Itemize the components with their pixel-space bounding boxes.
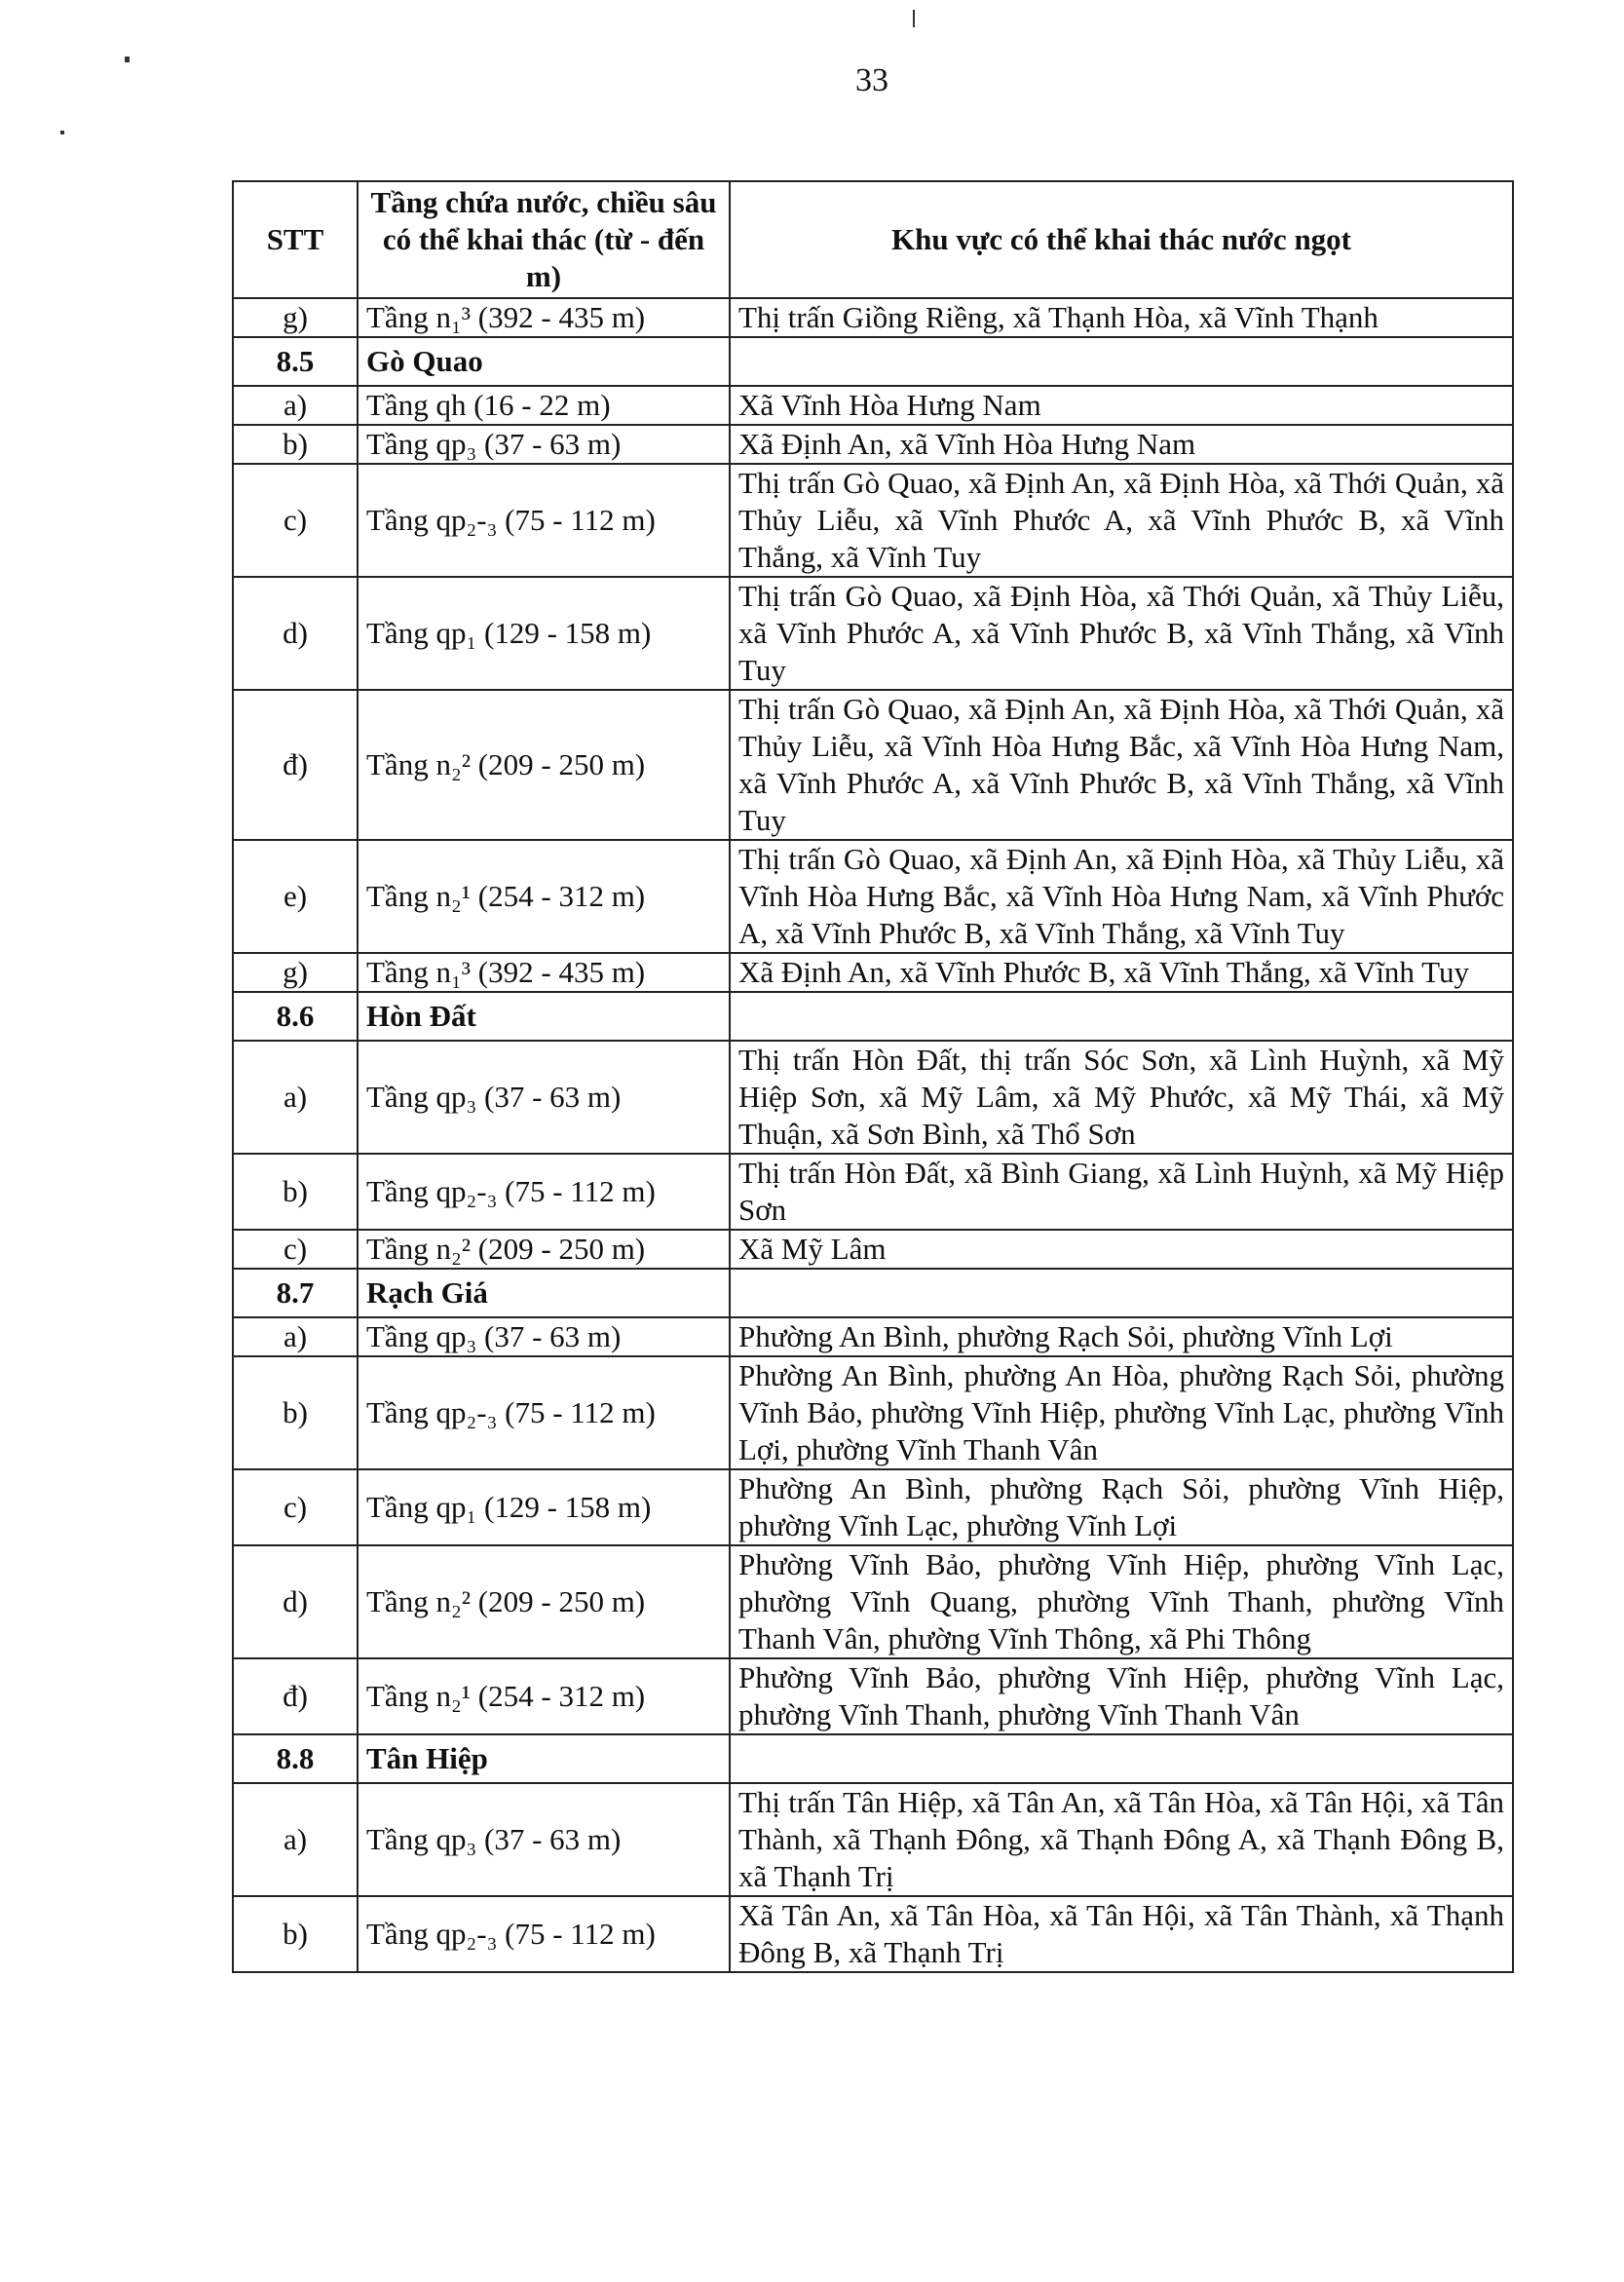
row-layer: Tầng qp₁ (129 - 158 m): [358, 1469, 730, 1545]
row-stt: c): [233, 1469, 358, 1545]
table-row: [233, 1356, 1513, 1469]
row-layer: Tầng n₂² (209 - 250 m): [358, 1230, 730, 1269]
row-area: Thị trấn Giồng Riềng, xã Thạnh Hòa, xã Vĩnh Thạnh: [730, 298, 1513, 337]
row-stt: 8.5: [233, 337, 358, 386]
header-layer: Tầng chứa nước, chiều sâu có thể khai thác (từ - đến m): [358, 181, 730, 298]
row-area: [730, 1734, 1513, 1783]
row-stt: đ): [233, 1658, 358, 1734]
district-row: [233, 1269, 1513, 1317]
row-layer: Tầng n₂² (209 - 250 m): [358, 1545, 730, 1658]
row-stt: b): [233, 1154, 358, 1230]
row-area: Phường An Bình, phường Rạch Sỏi, phường Vĩnh Hiệp, phường Vĩnh Lạc, phường Vĩnh Lợi: [730, 1469, 1513, 1545]
table-row: [233, 953, 1513, 992]
table-row: [233, 840, 1513, 953]
row-stt: a): [233, 1041, 358, 1154]
scan-speck: [60, 131, 64, 134]
row-stt: b): [233, 1896, 358, 1972]
row-stt: c): [233, 464, 358, 577]
row-layer: Tầng qp₂-₃ (75 - 112 m): [358, 1154, 730, 1230]
row-area: Thị trấn Gò Quao, xã Định An, xã Định Hòa, xã Thới Quản, xã Thủy Liễu, xã Vĩnh Phước A, xã Vĩnh Phước B, xã Vĩnh Thắng, xã Vĩnh Tuy: [730, 464, 1513, 577]
row-area: Xã Vĩnh Hòa Hưng Nam: [730, 386, 1513, 425]
row-area: Xã Mỹ Lâm: [730, 1230, 1513, 1269]
row-stt: a): [233, 1783, 358, 1896]
page-number: 33: [855, 62, 888, 98]
row-area: Thị trấn Hòn Đất, thị trấn Sóc Sơn, xã Lình Huỳnh, xã Mỹ Hiệp Sơn, xã Mỹ Lâm, xã Mỹ Phước, xã Mỹ Thái, xã Mỹ Thuận, xã Sơn Bình, xã Thổ Sơn: [730, 1041, 1513, 1154]
row-area: Thị trấn Gò Quao, xã Định An, xã Định Hòa, xã Thủy Liễu, xã Vĩnh Hòa Hưng Bắc, xã Vĩnh Hòa Hưng Nam, xã Vĩnh Phước A, xã Vĩnh Phước B, xã Vĩnh Thắng, xã Vĩnh Tuy: [730, 840, 1513, 953]
row-layer: Tầng qp₃ (37 - 63 m): [358, 425, 730, 464]
row-layer: Tầng qp₃ (37 - 63 m): [358, 1317, 730, 1356]
row-area: Xã Định An, xã Vĩnh Phước B, xã Vĩnh Thắng, xã Vĩnh Tuy: [730, 953, 1513, 992]
row-layer: Tầng qh (16 - 22 m): [358, 386, 730, 425]
row-stt: d): [233, 577, 358, 690]
row-layer: Tầng qp₂-₃ (75 - 112 m): [358, 1356, 730, 1469]
row-area: Xã Tân An, xã Tân Hòa, xã Tân Hội, xã Tân Thành, xã Thạnh Đông B, xã Thạnh Trị: [730, 1896, 1513, 1972]
row-layer: Tầng qp₁ (129 - 158 m): [358, 577, 730, 690]
row-area: Xã Định An, xã Vĩnh Hòa Hưng Nam: [730, 425, 1513, 464]
row-stt: g): [233, 298, 358, 337]
row-area: Thị trấn Hòn Đất, xã Bình Giang, xã Lình Huỳnh, xã Mỹ Hiệp Sơn: [730, 1154, 1513, 1230]
district-row: [233, 1734, 1513, 1783]
row-layer: Tầng qp₂-₃ (75 - 112 m): [358, 1896, 730, 1972]
table-row: [233, 1230, 1513, 1269]
district-row: [233, 337, 1513, 386]
row-stt: 8.8: [233, 1734, 358, 1783]
row-stt: g): [233, 953, 358, 992]
row-stt: e): [233, 840, 358, 953]
table-row: [233, 1469, 1513, 1545]
row-area: Thị trấn Gò Quao, xã Định Hòa, xã Thới Quản, xã Thủy Liễu, xã Vĩnh Phước A, xã Vĩnh Phước B, xã Vĩnh Thắng, xã Vĩnh Tuy: [730, 577, 1513, 690]
table-header-row: [233, 181, 1513, 298]
row-layer: Tầng n₂¹ (254 - 312 m): [358, 1658, 730, 1734]
table-row: [233, 1658, 1513, 1734]
row-layer: Tầng n₂¹ (254 - 312 m): [358, 840, 730, 953]
district-name: Rạch Giá: [358, 1269, 730, 1317]
row-area: [730, 1269, 1513, 1317]
row-area: Phường An Bình, phường Rạch Sỏi, phường Vĩnh Lợi: [730, 1317, 1513, 1356]
row-stt: đ): [233, 690, 358, 840]
table-row: [233, 1154, 1513, 1230]
row-stt: b): [233, 1356, 358, 1469]
row-area: [730, 337, 1513, 386]
district-name: Gò Quao: [358, 337, 730, 386]
table-row: [233, 1317, 1513, 1356]
row-area: Thị trấn Tân Hiệp, xã Tân An, xã Tân Hòa, xã Tân Hội, xã Tân Thành, xã Thạnh Đông, xã Thạnh Đông A, xã Thạnh Đông B, xã Thạnh Trị: [730, 1783, 1513, 1896]
table-row: [233, 425, 1513, 464]
row-area: Thị trấn Gò Quao, xã Định An, xã Định Hòa, xã Thới Quản, xã Thủy Liễu, xã Vĩnh Hòa Hưng Bắc, xã Vĩnh Hòa Hưng Nam, xã Vĩnh Phước A, xã Vĩnh Phước B, xã Vĩnh Thắng, xã Vĩnh Tuy: [730, 690, 1513, 840]
scan-speck: [125, 57, 130, 62]
row-stt: a): [233, 386, 358, 425]
row-layer: Tầng qp₂-₃ (75 - 112 m): [358, 464, 730, 577]
header-area: Khu vực có thể khai thác nước ngọt: [730, 181, 1513, 298]
aquifer-table: [232, 180, 1514, 1973]
row-layer: Tầng n₂² (209 - 250 m): [358, 690, 730, 840]
table-row: [233, 1041, 1513, 1154]
row-area: Phường Vĩnh Bảo, phường Vĩnh Hiệp, phường Vĩnh Lạc, phường Vĩnh Thanh, phường Vĩnh Thanh Vân: [730, 1658, 1513, 1734]
row-stt: d): [233, 1545, 358, 1658]
district-name: Tân Hiệp: [358, 1734, 730, 1783]
header-stt: STT: [233, 181, 358, 298]
row-area: [730, 992, 1513, 1041]
table-row: [233, 1545, 1513, 1658]
row-layer: Tầng n₁³ (392 - 435 m): [358, 298, 730, 337]
row-stt: 8.7: [233, 1269, 358, 1317]
district-row: [233, 992, 1513, 1041]
table-row: [233, 464, 1513, 577]
table-row: [233, 386, 1513, 425]
row-layer: Tầng qp₃ (37 - 63 m): [358, 1783, 730, 1896]
row-area: Phường An Bình, phường An Hòa, phường Rạch Sỏi, phường Vĩnh Bảo, phường Vĩnh Hiệp, phường Vĩnh Lạc, phường Vĩnh Lợi, phường Vĩnh Thanh Vân: [730, 1356, 1513, 1469]
row-layer: Tầng n₁³ (392 - 435 m): [358, 953, 730, 992]
row-layer: Tầng qp₃ (37 - 63 m): [358, 1041, 730, 1154]
table-row: [233, 298, 1513, 337]
table-row: [233, 1783, 1513, 1896]
table-row: [233, 577, 1513, 690]
row-stt: a): [233, 1317, 358, 1356]
row-stt: c): [233, 1230, 358, 1269]
scan-speck: [913, 10, 915, 27]
row-area: Phường Vĩnh Bảo, phường Vĩnh Hiệp, phường Vĩnh Lạc, phường Vĩnh Quang, phường Vĩnh Thanh, phường Vĩnh Thanh Vân, phường Vĩnh Thông, xã Phi Thông: [730, 1545, 1513, 1658]
row-stt: 8.6: [233, 992, 358, 1041]
district-name: Hòn Đất: [358, 992, 730, 1041]
row-stt: b): [233, 425, 358, 464]
table-row: [233, 690, 1513, 840]
table-row: [233, 1896, 1513, 1972]
